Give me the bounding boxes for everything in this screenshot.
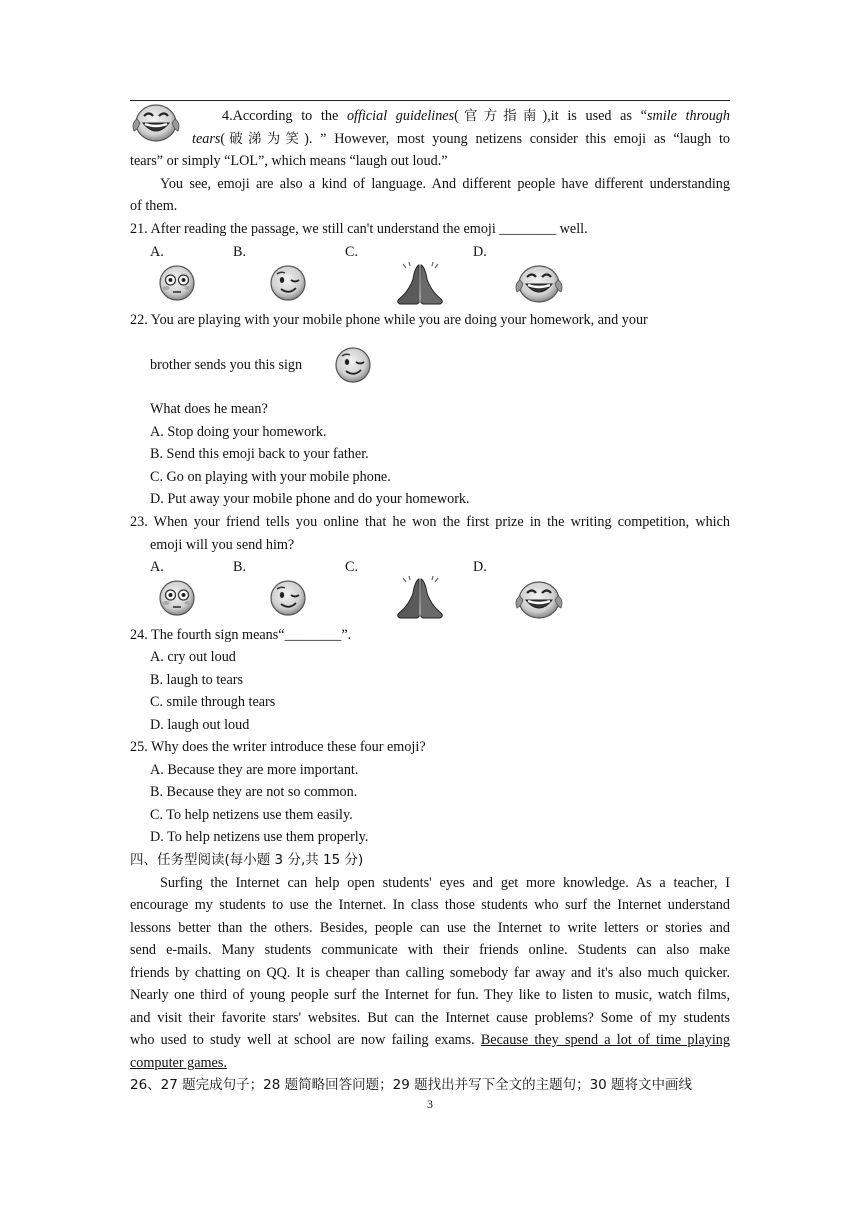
q22-option-c[interactable]: C. Go on playing with your mobile phone. bbox=[150, 469, 391, 485]
q21-option-c[interactable]: C. bbox=[345, 244, 359, 260]
question-24-stem: 24. The fourth sign means“________”. bbox=[130, 627, 352, 643]
top-rule bbox=[130, 100, 730, 101]
page-number: 3 bbox=[427, 1097, 433, 1111]
passage-paragraph-4-line-2: tears(破涕为笑). ” However, most young netizens consider this emoji as “laugh to bbox=[192, 131, 730, 147]
question-22-stem-2: brother sends you this sign bbox=[150, 357, 303, 373]
q21-option-b[interactable]: B. bbox=[233, 244, 247, 260]
question-23-stem: 23. When your friend tells you online that he won the first prize in the writing competition, which bbox=[130, 514, 730, 530]
winking-face-emoji-icon bbox=[268, 578, 308, 618]
q21-option-d[interactable]: D. bbox=[473, 244, 487, 260]
q22-option-a[interactable]: A. Stop doing your homework. bbox=[150, 424, 327, 440]
laughing-tears-emoji-icon bbox=[515, 580, 563, 620]
section-4-line-9 bbox=[130, 1054, 730, 1072]
question-23-stem-2: emoji will you send him? bbox=[150, 537, 295, 553]
section-4-line-6: Nearly one third of young people surf the Internet for fun. They like to listen to music, watch films, bbox=[130, 987, 730, 1003]
q23-option-a[interactable]: A. bbox=[150, 559, 164, 575]
q21-option-a[interactable]: A. bbox=[150, 244, 164, 260]
q23-option-d[interactable]: D. bbox=[473, 559, 487, 575]
underlined-sentence: Because they spend a lot of time playing bbox=[480, 1032, 730, 1048]
q24-option-c[interactable]: C. smile through tears bbox=[150, 694, 276, 710]
q23-option-c[interactable]: C. bbox=[345, 559, 359, 575]
q22-option-b[interactable]: B. Send this emoji back to your father. bbox=[150, 446, 369, 462]
section-4-line-2: encourage my students to use the Internet. In class those students who surf the Internet understand bbox=[130, 897, 730, 913]
winking-face-emoji-icon bbox=[268, 263, 308, 303]
q25-option-c[interactable]: C. To help netizens use them easily. bbox=[150, 807, 353, 823]
task-instructions: 26、27 题完成句子；28 题简略回答问题；29 题找出并写下全文的主题句；30 题将文中画线 bbox=[130, 1077, 693, 1093]
q22-option-d[interactable]: D. Put away your mobile phone and do your homework. bbox=[150, 491, 470, 507]
section-4-line-4: send e-mails. Many students communicate with their friends online. Students can also make bbox=[130, 942, 730, 958]
flushed-face-emoji-icon bbox=[157, 578, 197, 618]
praying-hands-emoji-icon bbox=[394, 576, 446, 620]
question-22-ask: What does he mean? bbox=[150, 401, 268, 417]
q24-option-b[interactable]: B. laugh to tears bbox=[150, 672, 243, 688]
underlined-sentence-end: computer games. bbox=[130, 1055, 227, 1071]
flushed-face-emoji-icon bbox=[157, 263, 197, 303]
q24-option-d[interactable]: D. laugh out loud bbox=[150, 717, 250, 733]
passage-paragraph-4-line-3: tears” or simply “LOL”, which means “laugh out loud.” bbox=[130, 153, 448, 169]
winking-face-emoji-icon bbox=[333, 345, 373, 385]
question-25-stem: 25. Why does the writer introduce these four emoji? bbox=[130, 739, 426, 755]
laughing-tears-emoji-icon bbox=[515, 264, 563, 304]
passage-paragraph-5-line-2: of them. bbox=[130, 198, 178, 214]
section-4-line-7: and visit their favorite stars' websites. But can the Internet cause problems? Some of my students bbox=[130, 1010, 730, 1026]
section-4-line-1: Surfing the Internet can help open students' eyes and get more knowledge. As a teacher, I bbox=[160, 875, 730, 891]
q25-option-a[interactable]: A. Because they are more important. bbox=[150, 762, 359, 778]
passage-paragraph-4-line-1: 4.According to the official guidelines(官方指南),it is used as “smile through bbox=[222, 108, 730, 124]
passage-paragraph-5-line-1: You see, emoji are also a kind of language. And different people have different understanding bbox=[160, 176, 730, 192]
section-4-line-8: who used to study well at school are now failing exams. Because they spend a lot of time playing bbox=[130, 1032, 730, 1048]
question-21-stem: 21. After reading the passage, we still can't understand the emoji ________ well. bbox=[130, 221, 588, 237]
section-4-line-5: friends by chatting on QQ. It is cheaper than calling somebody far away and it's also much quicker. bbox=[130, 965, 730, 981]
laughing-tears-emoji-icon bbox=[132, 103, 180, 143]
q25-option-b[interactable]: B. Because they are not so common. bbox=[150, 784, 358, 800]
q24-option-a[interactable]: A. cry out loud bbox=[150, 649, 236, 665]
section-4-heading: 四、任务型阅读(每小题 3 分,共 15 分) bbox=[130, 852, 364, 868]
q23-option-b[interactable]: B. bbox=[233, 559, 247, 575]
question-22-stem: 22. You are playing with your mobile phone while you are doing your homework, and your bbox=[130, 312, 648, 328]
q25-option-d[interactable]: D. To help netizens use them properly. bbox=[150, 829, 369, 845]
section-4-line-3: lessons better than the others. Besides, people can use the Internet to write letters or stories and bbox=[130, 920, 730, 936]
praying-hands-emoji-icon bbox=[394, 262, 446, 306]
